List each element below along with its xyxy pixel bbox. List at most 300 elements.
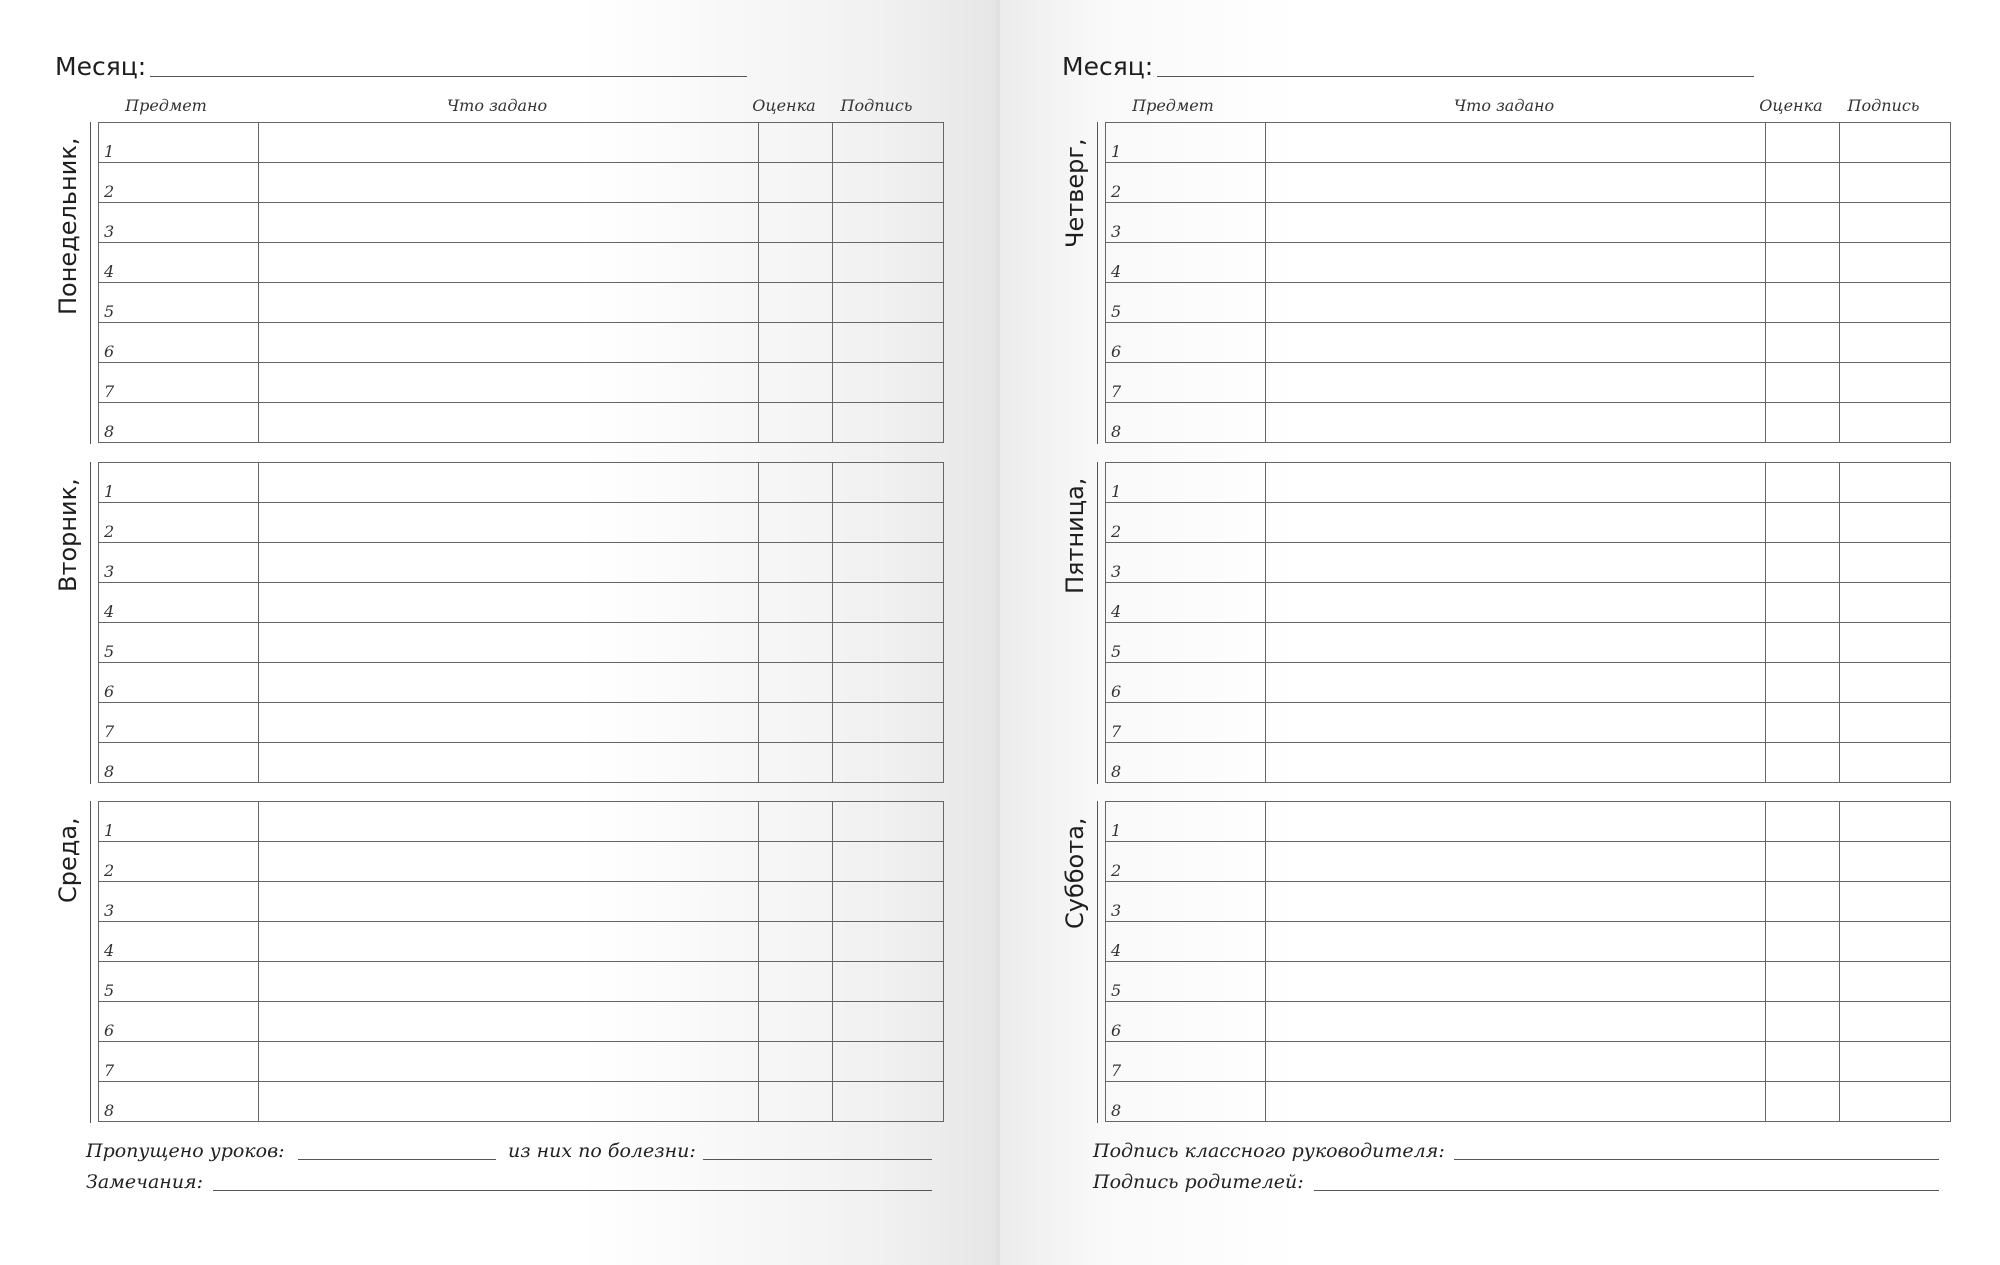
lesson-number: 8	[1111, 422, 1122, 441]
sick-lessons-line[interactable]	[703, 1159, 932, 1160]
grade-cell[interactable]	[1766, 583, 1840, 623]
day-block-monday	[50, 122, 950, 444]
assignment-cell[interactable]	[259, 363, 759, 403]
signature-cell[interactable]	[833, 842, 944, 882]
teacher-signature-line[interactable]	[1454, 1159, 1939, 1160]
grade-cell[interactable]	[1766, 802, 1840, 842]
signature-cell[interactable]	[1840, 882, 1951, 922]
lesson-number: 8	[104, 762, 115, 781]
signature-cell[interactable]	[833, 583, 944, 623]
lesson-number: 7	[1111, 722, 1122, 741]
signature-cell[interactable]	[1840, 962, 1951, 1002]
assignment-cell[interactable]	[259, 583, 759, 623]
signature-cell[interactable]	[1840, 623, 1951, 663]
subject-cell[interactable]	[99, 802, 259, 842]
lesson-number: 4	[104, 262, 115, 281]
day-label: Четверг,	[1057, 122, 1093, 444]
lesson-row	[1106, 543, 1951, 583]
lesson-row	[1106, 283, 1951, 323]
lesson-number: 2	[104, 522, 115, 541]
subject-cell[interactable]	[99, 663, 259, 703]
assignment-cell[interactable]	[259, 123, 759, 163]
subject-cell[interactable]	[1106, 163, 1266, 203]
subject-cell[interactable]	[1106, 802, 1266, 842]
subject-cell[interactable]	[1106, 922, 1266, 962]
assignment-cell[interactable]	[1266, 283, 1766, 323]
assignment-cell[interactable]	[1266, 703, 1766, 743]
lesson-row	[99, 503, 944, 543]
subject-cell[interactable]	[99, 882, 259, 922]
teacher-signature-label: Подпись классного руководителя:	[1093, 1140, 1445, 1162]
subject-cell[interactable]	[1106, 503, 1266, 543]
signature-cell[interactable]	[1840, 123, 1951, 163]
subject-cell[interactable]	[99, 463, 259, 503]
grade-cell[interactable]	[759, 323, 833, 363]
grade-cell[interactable]	[759, 703, 833, 743]
grade-cell[interactable]	[759, 243, 833, 283]
lesson-number: 7	[104, 382, 115, 401]
signature-cell[interactable]	[833, 802, 944, 842]
signature-cell[interactable]	[1840, 203, 1951, 243]
grade-cell[interactable]	[759, 163, 833, 203]
grade-cell[interactable]	[759, 463, 833, 503]
month-input-line[interactable]	[150, 76, 747, 77]
grade-cell[interactable]	[759, 922, 833, 962]
month-input-line[interactable]	[1157, 76, 1754, 77]
grade-cell[interactable]	[1766, 1082, 1840, 1122]
assignment-cell[interactable]	[259, 842, 759, 882]
signature-cell[interactable]	[833, 962, 944, 1002]
day-block-tuesday	[50, 462, 950, 784]
day-date-line[interactable]	[1097, 462, 1098, 784]
grade-cell[interactable]	[759, 882, 833, 922]
lesson-row	[99, 123, 944, 163]
grade-cell[interactable]	[759, 123, 833, 163]
grade-cell[interactable]	[1766, 203, 1840, 243]
assignment-cell[interactable]	[259, 543, 759, 583]
lesson-number: 5	[1111, 981, 1122, 1000]
grade-cell[interactable]	[759, 403, 833, 443]
lesson-row	[99, 1002, 944, 1042]
subject-cell[interactable]	[1106, 1082, 1266, 1122]
lesson-number: 1	[104, 482, 115, 501]
grade-cell[interactable]	[1766, 1002, 1840, 1042]
subject-cell[interactable]	[99, 842, 259, 882]
subject-cell[interactable]	[99, 743, 259, 783]
lesson-row	[1106, 503, 1951, 543]
lesson-number: 8	[104, 422, 115, 441]
subject-cell[interactable]	[99, 1002, 259, 1042]
assignment-cell[interactable]	[1266, 123, 1766, 163]
assignment-cell[interactable]	[259, 163, 759, 203]
grade-cell[interactable]	[1766, 123, 1840, 163]
assignment-cell[interactable]	[1266, 802, 1766, 842]
day-label: Понедельник,	[50, 122, 86, 444]
lesson-row	[99, 163, 944, 203]
assignment-cell[interactable]	[1266, 1082, 1766, 1122]
grade-cell[interactable]	[1766, 243, 1840, 283]
grade-cell[interactable]	[1766, 663, 1840, 703]
signature-cell[interactable]	[833, 703, 944, 743]
assignment-cell[interactable]	[259, 743, 759, 783]
lesson-number: 3	[104, 222, 115, 241]
subject-cell[interactable]	[1106, 1042, 1266, 1082]
grade-cell[interactable]	[1766, 703, 1840, 743]
signature-cell[interactable]	[1840, 543, 1951, 583]
column-header-assignment: Что задано	[1453, 96, 1555, 115]
signature-cell[interactable]	[1840, 1042, 1951, 1082]
schedule-grid	[98, 462, 944, 783]
signature-cell[interactable]	[1840, 163, 1951, 203]
subject-cell[interactable]	[1106, 583, 1266, 623]
lesson-number: 5	[1111, 642, 1122, 661]
signature-cell[interactable]	[833, 363, 944, 403]
assignment-cell[interactable]	[1266, 623, 1766, 663]
assignment-cell[interactable]	[1266, 743, 1766, 783]
subject-cell[interactable]	[99, 543, 259, 583]
lesson-number: 1	[1111, 142, 1122, 161]
assignment-cell[interactable]	[259, 922, 759, 962]
subject-cell[interactable]	[99, 163, 259, 203]
subject-cell[interactable]	[1106, 623, 1266, 663]
grade-cell[interactable]	[1766, 283, 1840, 323]
subject-cell[interactable]	[99, 283, 259, 323]
subject-cell[interactable]	[1106, 882, 1266, 922]
subject-cell[interactable]	[99, 363, 259, 403]
lesson-row	[1106, 1002, 1951, 1042]
lesson-row	[1106, 1042, 1951, 1082]
subject-cell[interactable]	[99, 1082, 259, 1122]
lesson-row	[1106, 163, 1951, 203]
grade-cell[interactable]	[759, 583, 833, 623]
subject-cell[interactable]	[1106, 363, 1266, 403]
notes-line[interactable]	[213, 1190, 932, 1191]
lesson-row	[1106, 623, 1951, 663]
grade-cell[interactable]	[1766, 363, 1840, 403]
assignment-cell[interactable]	[1266, 403, 1766, 443]
day-date-line[interactable]	[1097, 801, 1098, 1123]
lesson-row	[99, 243, 944, 283]
lesson-number: 7	[1111, 382, 1122, 401]
lesson-row	[1106, 1082, 1951, 1122]
day-label: Суббота,	[1057, 801, 1093, 1123]
signature-cell[interactable]	[833, 283, 944, 323]
assignment-cell[interactable]	[259, 463, 759, 503]
signature-cell[interactable]	[833, 243, 944, 283]
notes-label: Замечания:	[86, 1171, 204, 1193]
parents-signature-label: Подпись родителей:	[1093, 1171, 1304, 1193]
assignment-cell[interactable]	[1266, 663, 1766, 703]
assignment-cell[interactable]	[1266, 503, 1766, 543]
schedule-grid	[1105, 122, 1951, 443]
signature-cell[interactable]	[833, 323, 944, 363]
date-fill-gap	[68, 462, 69, 478]
subject-cell[interactable]	[1106, 203, 1266, 243]
assignment-cell[interactable]	[1266, 882, 1766, 922]
assignment-cell[interactable]	[259, 203, 759, 243]
signature-cell[interactable]	[833, 743, 944, 783]
day-date-line[interactable]	[90, 122, 91, 444]
lesson-number: 5	[1111, 302, 1122, 321]
assignment-cell[interactable]	[1266, 463, 1766, 503]
column-header-grade: Оценка	[1759, 96, 1823, 115]
lesson-row	[1106, 203, 1951, 243]
subject-cell[interactable]	[99, 583, 259, 623]
assignment-cell[interactable]	[1266, 962, 1766, 1002]
lesson-row	[99, 543, 944, 583]
signature-cell[interactable]	[833, 203, 944, 243]
parents-signature-line[interactable]	[1314, 1190, 1939, 1191]
signature-cell[interactable]	[1840, 922, 1951, 962]
subject-cell[interactable]	[1106, 283, 1266, 323]
subject-cell[interactable]	[1106, 1002, 1266, 1042]
subject-cell[interactable]	[1106, 743, 1266, 783]
missed-lessons-line[interactable]	[298, 1159, 496, 1160]
assignment-cell[interactable]	[1266, 243, 1766, 283]
right-page	[1000, 0, 2000, 1265]
lesson-number: 2	[104, 861, 115, 880]
lesson-row	[99, 962, 944, 1002]
subject-cell[interactable]	[99, 922, 259, 962]
assignment-cell[interactable]	[259, 1002, 759, 1042]
lesson-number: 5	[104, 642, 115, 661]
grade-cell[interactable]	[1766, 623, 1840, 663]
schedule-grid	[1105, 801, 1951, 1122]
subject-cell[interactable]	[99, 243, 259, 283]
assignment-cell[interactable]	[1266, 922, 1766, 962]
lesson-number: 2	[1111, 861, 1122, 880]
lesson-number: 4	[104, 602, 115, 621]
lesson-row	[99, 922, 944, 962]
assignment-cell[interactable]	[1266, 1042, 1766, 1082]
assignment-cell[interactable]	[259, 283, 759, 323]
assignment-cell[interactable]	[1266, 163, 1766, 203]
subject-cell[interactable]	[99, 323, 259, 363]
subject-cell[interactable]	[1106, 123, 1266, 163]
grade-cell[interactable]	[1766, 882, 1840, 922]
day-block-wednesday	[50, 801, 950, 1123]
signature-cell[interactable]	[1840, 663, 1951, 703]
lesson-number: 3	[104, 562, 115, 581]
signature-cell[interactable]	[1840, 243, 1951, 283]
signature-cell[interactable]	[1840, 842, 1951, 882]
signature-cell[interactable]	[1840, 363, 1951, 403]
grade-cell[interactable]	[759, 1042, 833, 1082]
grade-cell[interactable]	[759, 363, 833, 403]
assignment-cell[interactable]	[1266, 203, 1766, 243]
subject-cell[interactable]	[1106, 703, 1266, 743]
grade-cell[interactable]	[759, 842, 833, 882]
signature-cell[interactable]	[1840, 1002, 1951, 1042]
lesson-number: 1	[1111, 482, 1122, 501]
signature-cell[interactable]	[1840, 743, 1951, 783]
day-label: Пятница,	[1057, 462, 1093, 784]
date-fill-gap	[1075, 801, 1076, 817]
grade-cell[interactable]	[759, 623, 833, 663]
day-label: Среда,	[50, 801, 86, 1123]
assignment-cell[interactable]	[259, 623, 759, 663]
signature-cell[interactable]	[833, 663, 944, 703]
lesson-row	[1106, 663, 1951, 703]
signature-cell[interactable]	[833, 922, 944, 962]
grade-cell[interactable]	[1766, 503, 1840, 543]
signature-cell[interactable]	[833, 543, 944, 583]
grade-cell[interactable]	[1766, 743, 1840, 783]
signature-cell[interactable]	[833, 503, 944, 543]
grade-cell[interactable]	[1766, 463, 1840, 503]
lesson-row	[1106, 323, 1951, 363]
signature-cell[interactable]	[833, 1002, 944, 1042]
assignment-cell[interactable]	[1266, 1002, 1766, 1042]
signature-cell[interactable]	[833, 163, 944, 203]
assignment-cell[interactable]	[259, 503, 759, 543]
signature-cell[interactable]	[1840, 703, 1951, 743]
signature-cell[interactable]	[1840, 463, 1951, 503]
day-block-thursday	[1057, 122, 1957, 444]
signature-cell[interactable]	[833, 403, 944, 443]
lesson-number: 5	[104, 302, 115, 321]
subject-cell[interactable]	[1106, 463, 1266, 503]
lesson-number: 3	[1111, 222, 1122, 241]
assignment-cell[interactable]	[259, 802, 759, 842]
signature-cell[interactable]	[833, 1082, 944, 1122]
lesson-row	[1106, 882, 1951, 922]
signature-cell[interactable]	[833, 123, 944, 163]
grade-cell[interactable]	[759, 1002, 833, 1042]
grade-cell[interactable]	[1766, 1042, 1840, 1082]
lesson-row	[99, 403, 944, 443]
subject-cell[interactable]	[99, 703, 259, 743]
date-fill-gap	[68, 801, 69, 817]
lesson-row	[1106, 962, 1951, 1002]
lesson-row	[1106, 802, 1951, 842]
schedule-grid	[98, 801, 944, 1122]
lesson-number: 5	[104, 981, 115, 1000]
grade-cell[interactable]	[1766, 543, 1840, 583]
lesson-number: 4	[1111, 262, 1122, 281]
lesson-number: 4	[104, 941, 115, 960]
assignment-cell[interactable]	[1266, 583, 1766, 623]
lesson-number: 8	[104, 1101, 115, 1120]
grade-cell[interactable]	[1766, 842, 1840, 882]
assignment-cell[interactable]	[259, 1082, 759, 1122]
month-label: Месяц:	[55, 52, 147, 81]
signature-cell[interactable]	[833, 882, 944, 922]
assignment-cell[interactable]	[259, 663, 759, 703]
signature-cell[interactable]	[1840, 503, 1951, 543]
subject-cell[interactable]	[1106, 323, 1266, 363]
subject-cell[interactable]	[99, 403, 259, 443]
signature-cell[interactable]	[833, 463, 944, 503]
assignment-cell[interactable]	[259, 703, 759, 743]
grade-cell[interactable]	[759, 543, 833, 583]
grade-cell[interactable]	[1766, 163, 1840, 203]
date-fill-gap	[68, 122, 69, 138]
assignment-cell[interactable]	[259, 1042, 759, 1082]
assignment-cell[interactable]	[259, 323, 759, 363]
subject-cell[interactable]	[1106, 243, 1266, 283]
assignment-cell[interactable]	[1266, 323, 1766, 363]
day-date-line[interactable]	[90, 801, 91, 1123]
lesson-row	[99, 842, 944, 882]
subject-cell[interactable]	[99, 123, 259, 163]
subject-cell[interactable]	[99, 203, 259, 243]
signature-cell[interactable]	[1840, 403, 1951, 443]
lesson-row	[99, 743, 944, 783]
column-header-subject: Предмет	[1132, 96, 1214, 115]
subject-cell[interactable]	[1106, 842, 1266, 882]
signature-cell[interactable]	[833, 1042, 944, 1082]
lesson-row	[1106, 463, 1951, 503]
day-date-line[interactable]	[90, 462, 91, 784]
assignment-cell[interactable]	[259, 882, 759, 922]
lesson-row	[1106, 922, 1951, 962]
lesson-row	[1106, 243, 1951, 283]
day-date-line[interactable]	[1097, 122, 1098, 444]
grade-cell[interactable]	[759, 283, 833, 323]
subject-cell[interactable]	[1106, 543, 1266, 583]
assignment-cell[interactable]	[1266, 842, 1766, 882]
assignment-cell[interactable]	[259, 962, 759, 1002]
subject-cell[interactable]	[99, 962, 259, 1002]
assignment-cell[interactable]	[259, 403, 759, 443]
grade-cell[interactable]	[759, 743, 833, 783]
grade-cell[interactable]	[1766, 922, 1840, 962]
subject-cell[interactable]	[99, 503, 259, 543]
assignment-cell[interactable]	[1266, 363, 1766, 403]
lesson-number: 1	[1111, 821, 1122, 840]
column-header-assignment: Что задано	[446, 96, 548, 115]
column-header-signature: Подпись	[840, 96, 913, 115]
grade-cell[interactable]	[1766, 962, 1840, 1002]
lesson-number: 2	[104, 182, 115, 201]
lesson-row	[99, 283, 944, 323]
signature-cell[interactable]	[1840, 323, 1951, 363]
grade-cell[interactable]	[1766, 403, 1840, 443]
grade-cell[interactable]	[759, 663, 833, 703]
grade-cell[interactable]	[759, 203, 833, 243]
grade-cell[interactable]	[759, 503, 833, 543]
schedule-grid	[1105, 462, 1951, 783]
lesson-number: 1	[104, 142, 115, 161]
grade-cell[interactable]	[1766, 323, 1840, 363]
grade-cell[interactable]	[759, 1082, 833, 1122]
lesson-row	[99, 1082, 944, 1122]
signature-cell[interactable]	[1840, 1082, 1951, 1122]
assignment-cell[interactable]	[259, 243, 759, 283]
subject-cell[interactable]	[1106, 403, 1266, 443]
subject-cell[interactable]	[99, 1042, 259, 1082]
signature-cell[interactable]	[1840, 583, 1951, 623]
lesson-row	[99, 463, 944, 503]
lesson-row	[1106, 583, 1951, 623]
date-fill-gap	[1075, 462, 1076, 478]
lesson-number: 3	[104, 901, 115, 920]
grade-cell[interactable]	[759, 962, 833, 1002]
signature-cell[interactable]	[1840, 283, 1951, 323]
subject-cell[interactable]	[1106, 663, 1266, 703]
signature-cell[interactable]	[833, 623, 944, 663]
subject-cell[interactable]	[1106, 962, 1266, 1002]
lesson-number: 8	[1111, 762, 1122, 781]
assignment-cell[interactable]	[1266, 543, 1766, 583]
grade-cell[interactable]	[759, 802, 833, 842]
column-header-subject: Предмет	[125, 96, 207, 115]
lesson-row	[1106, 743, 1951, 783]
signature-cell[interactable]	[1840, 802, 1951, 842]
subject-cell[interactable]	[99, 623, 259, 663]
schedule-grid	[98, 122, 944, 443]
